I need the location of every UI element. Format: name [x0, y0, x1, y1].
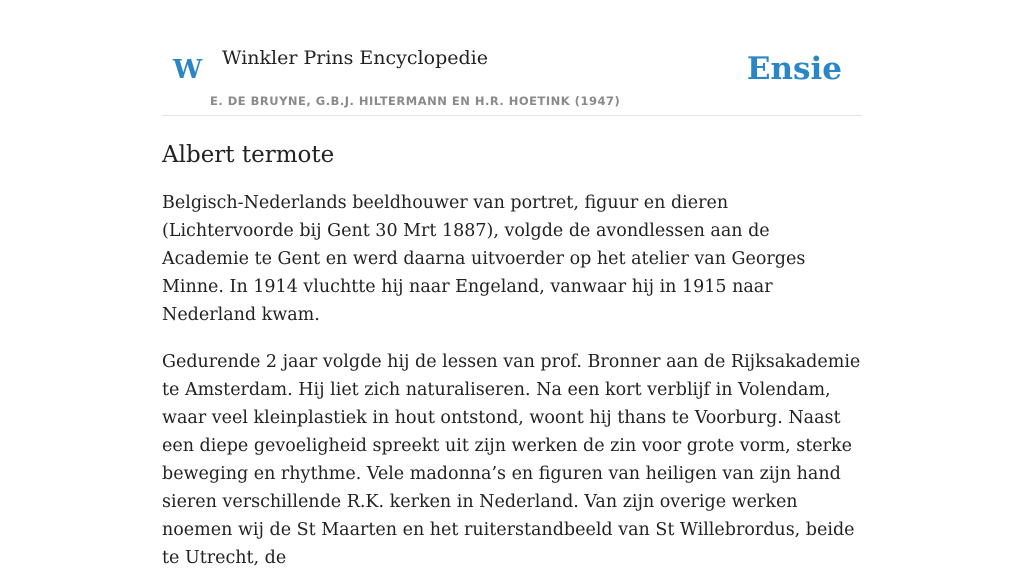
article-title: Albert termote — [162, 142, 335, 168]
ensie-logo[interactable]: Ensie — [746, 51, 842, 87]
header — [162, 0, 862, 116]
page — [162, 0, 862, 572]
article-paragraph: Gedurende 2 jaar volgde hij de lessen van prof. Bronner aan de Rijksakademie te Amsterdam. Hij liet zich naturaliseren. Na een kort verblijf in Volendam, waar veel kleinplastiek in hout ontstond, woont hij thans te Voorburg. Naast een diepe gevoeligheid spreekt uit zijn werken de zin voor grote vorm, sterke beweging en rhythme. Vele madonna’s en figuren van heiligen van zijn hand sieren verschillende R.K. kerken in Nederland. Van zijn overige werken noemen wij de St Maarten en het ruiterstandbeeld van St Willebrordus, beide te Utrecht, de — [162, 352, 861, 568]
book-title[interactable]: Winkler Prins Encyclopedie — [222, 47, 488, 69]
article-paragraph: Belgisch-Nederlands beeldhouwer van portret, figuur en dieren (Lichtervoorde bij Gent 30 Mrt 1887), volgde de avondlessen aan de Academie te Gent en werd daarna uitvoerder op het atelier van Georges Minne. In 1914 vluchtte hij naar Engeland, vanwaar hij in 1915 naar Nederland kwam. — [162, 193, 806, 325]
winkler-prins-logo-icon[interactable]: W — [173, 55, 203, 85]
book-authors: E. DE BRUYNE, G.B.J. HILTERMANN EN H.R. HOETINK (1947) — [210, 94, 621, 108]
